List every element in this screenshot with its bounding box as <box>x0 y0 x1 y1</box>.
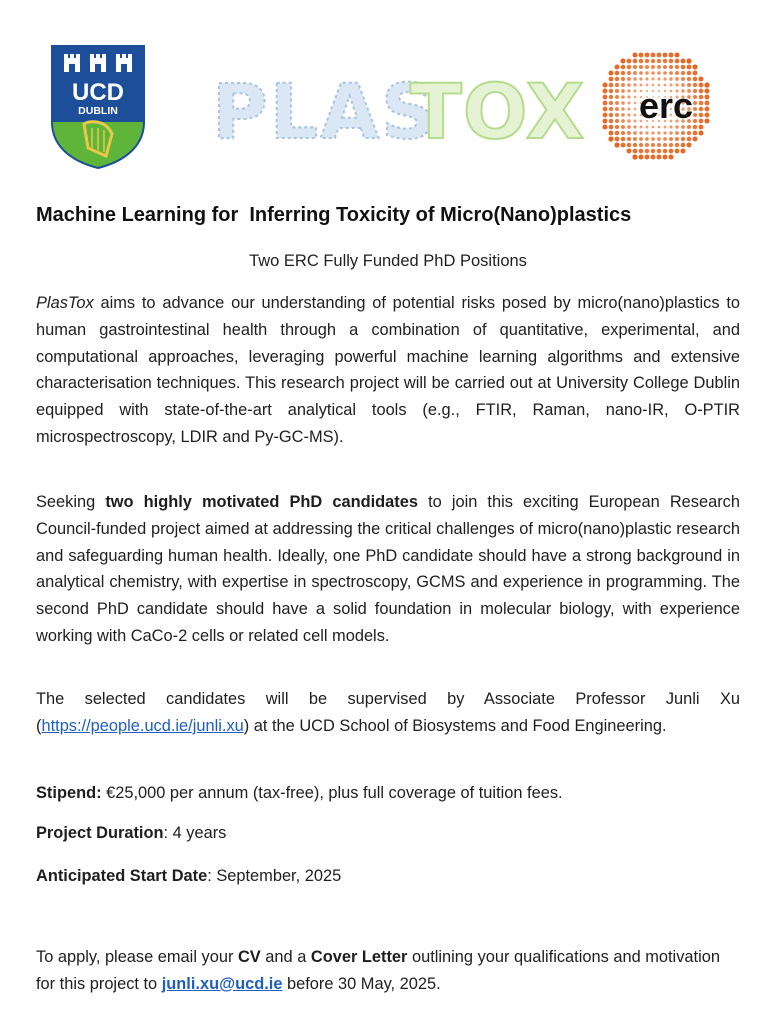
project-name: PlasTox <box>36 294 94 312</box>
ucd-logo-text: UCD <box>72 79 124 106</box>
supervision-paragraph <box>36 686 740 740</box>
apply-paragraph <box>36 944 740 998</box>
start-date-value: : September, 2025 <box>207 867 342 885</box>
start-date-line <box>36 863 740 889</box>
page-title: Machine Learning for Inferring Toxicity of Micro(Nano)plastics <box>36 204 632 226</box>
stipend-label: Stipend: <box>36 784 102 802</box>
duration-value: : 4 years <box>163 824 227 842</box>
stipend-line <box>36 780 740 806</box>
page-subtitle: Two ERC Fully Funded PhD Positions <box>249 252 527 270</box>
start-date-label: Anticipated Start Date <box>36 867 208 885</box>
plastox-logo <box>210 60 586 160</box>
erc-logo-text: erc <box>638 85 694 126</box>
seeking-lead: Seeking <box>36 493 106 511</box>
duration-label: Project Duration <box>36 824 164 842</box>
intro-text: aims to advance our understanding of potential risks posed by micro(nano)plastics to human gastrointestinal health through a combination of quantitative, experimental, and computational approaches, leveraging powerful machine learning algorithms and extensive characterisation techniques. This research project will be carried out at University College Dublin equipped with state-of-the-art analytical tools (e.g., FTIR, Raman, nano-IR, O-PTIR microspectroscopy, LDIR and Py-GC-MS). <box>36 294 740 446</box>
duration-line <box>36 820 740 846</box>
ucd-dublin-logo <box>50 44 146 170</box>
plastox-logo-text-b: TOX <box>410 67 586 156</box>
supervision-text-before: The selected candidates will be supervised by Associate Professor Junli Xu ( <box>36 690 740 735</box>
logo-row <box>0 40 776 175</box>
supervisor-profile-link[interactable]: https://people.ucd.ie/junli.xu <box>41 716 244 735</box>
erc-logo <box>592 46 718 164</box>
seeking-text: to join this exciting European Research Council-funded project aimed at addressing the critical challenges of micro(nano)plastic research and safeguarding human health. Ideally, one PhD candidate should have a strong background in analytical chemistry, with expertise in spectroscopy, GCMS and experience in programming. The second PhD candidate should have a solid foundation in molecular biology, with experience working with CaCo-2 cells or related cell models. <box>36 493 740 645</box>
ucd-logo-subtext: DUBLIN <box>78 105 118 117</box>
apply-text-2: and a <box>260 948 311 966</box>
seeking-paragraph <box>36 489 740 650</box>
apply-cover-letter: Cover Letter <box>310 948 408 966</box>
seeking-highlight: two highly motivated PhD candidates <box>105 493 418 511</box>
apply-cv: CV <box>237 948 261 966</box>
intro-paragraph <box>36 290 740 451</box>
apply-text-1: To apply, please email your <box>36 948 238 966</box>
supervision-text-after: ) at the UCD School of Biosystems and Food Engineering. <box>243 716 667 735</box>
contact-email-link[interactable]: junli.xu@ucd.ie <box>161 974 283 993</box>
stipend-value: €25,000 per annum (tax-free), plus full coverage of tuition fees. <box>101 784 563 802</box>
apply-text-3: outlining your qualifications and motivation for this project to <box>36 948 720 993</box>
plastox-logo-text-a: PLAS <box>212 67 438 156</box>
apply-text-4: before 30 May, 2025. <box>282 974 441 993</box>
